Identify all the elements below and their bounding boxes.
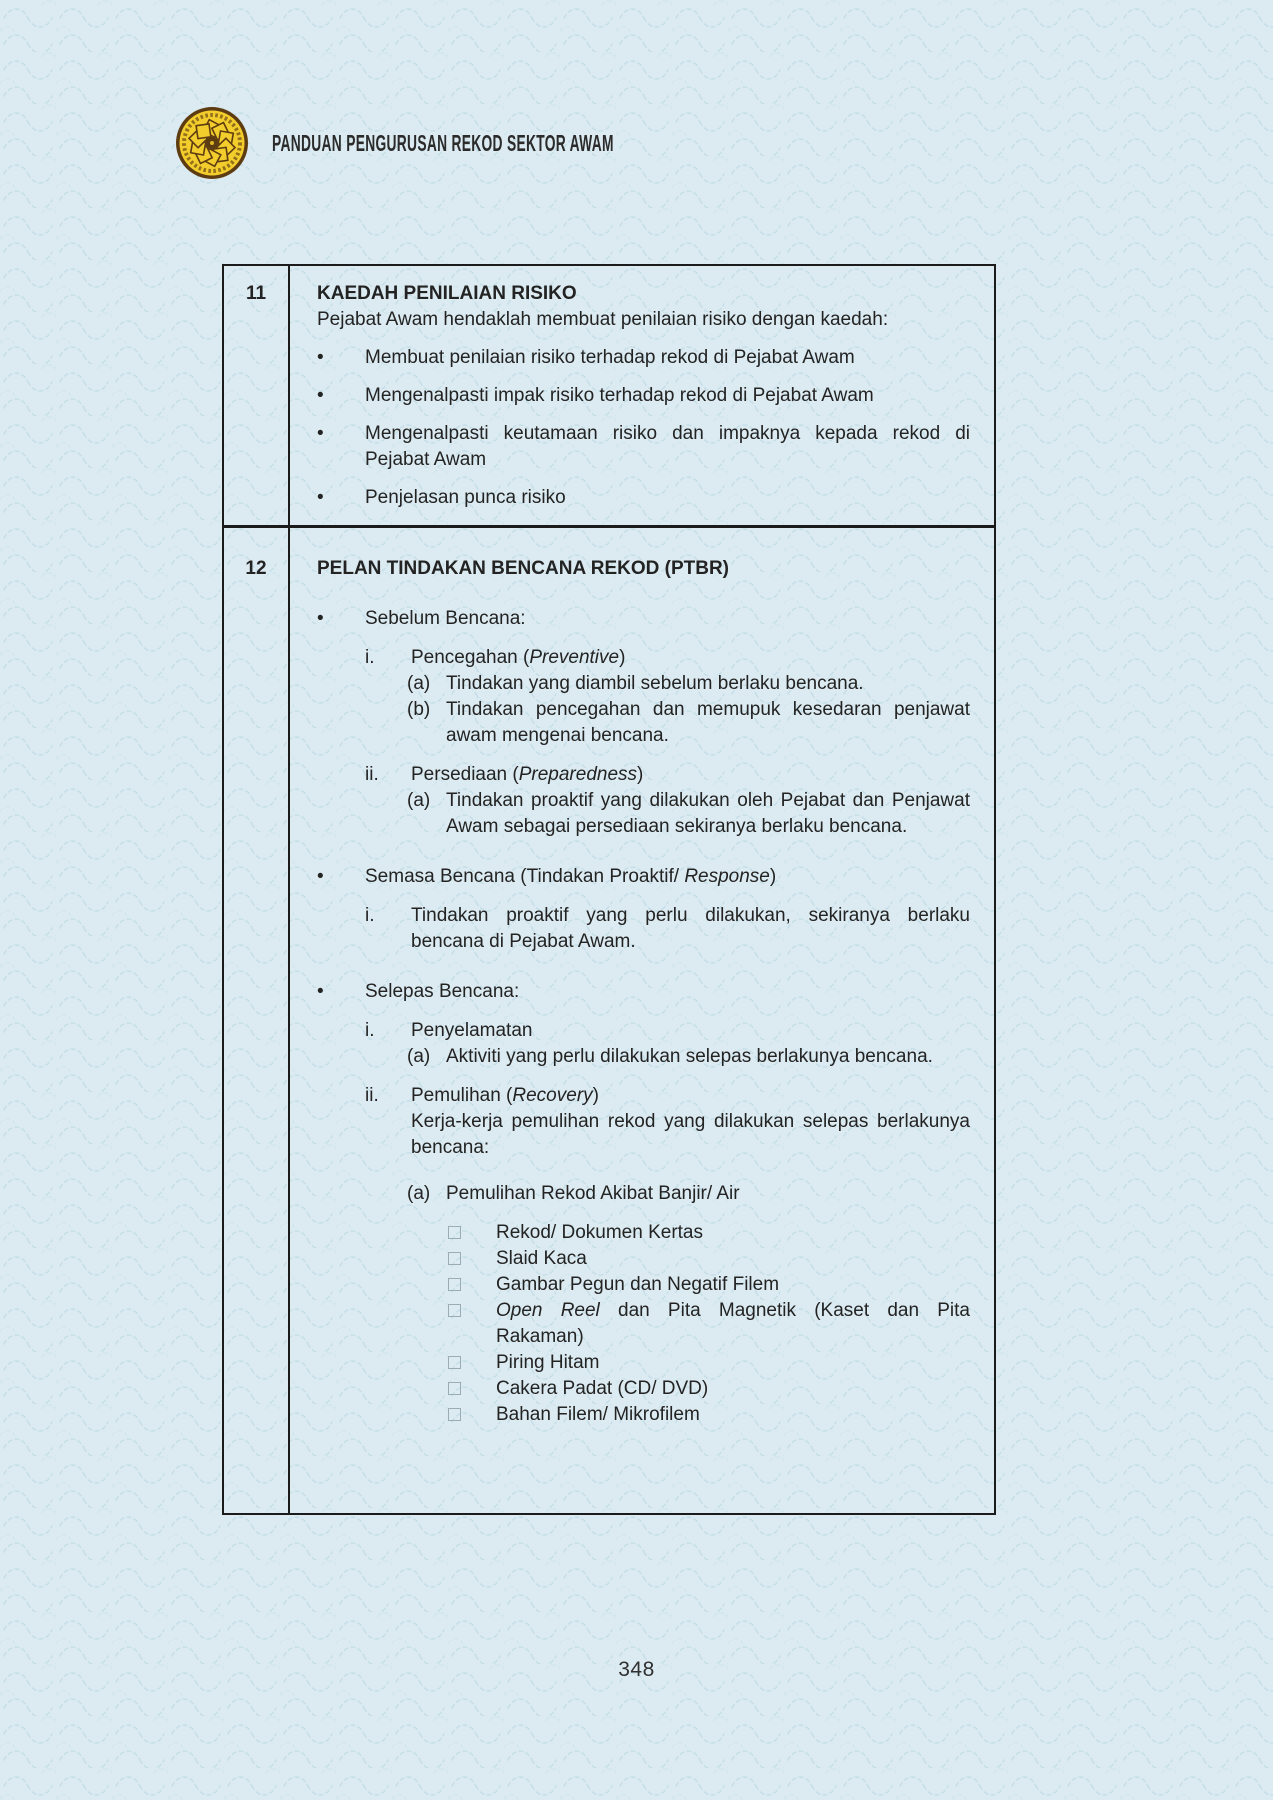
list-item [365, 1018, 970, 1070]
item-title: Pencegahan (Preventive) [411, 647, 626, 668]
item-heading [365, 645, 970, 671]
checkbox-icon [448, 1226, 461, 1239]
sub-item [407, 788, 970, 840]
bullet-item [317, 383, 970, 409]
checklist-item [448, 1220, 970, 1246]
checklist-label: Cakera Padat (CD/ DVD) [496, 1378, 709, 1399]
item-marker: i. [365, 905, 375, 926]
sub-text: Pemulihan Rekod Akibat Banjir/ Air [446, 1183, 740, 1204]
list-item [365, 1083, 970, 1428]
item-heading [365, 1018, 970, 1044]
bullet-text: Mengenalpasti keutamaan risiko dan impaknya kepada rekod di Pejabat Awam [365, 423, 970, 470]
sub-marker: (a) [407, 790, 431, 811]
sub-text: Tindakan yang diambil sebelum berlaku bencana. [446, 673, 864, 694]
bullet-label: Sebelum Bencana: [365, 608, 526, 629]
checklist-label: Slaid Kaca [496, 1248, 587, 1269]
checkbox-icon [448, 1408, 461, 1421]
checklist-item [448, 1246, 970, 1272]
bullet-text: Mengenalpasti impak risiko terhadap rekod di Pejabat Awam [365, 385, 874, 406]
bullet-marker: • [317, 866, 324, 887]
bullet-item [317, 421, 970, 473]
item-title: Tindakan proaktif yang perlu dilakukan, sekiranya berlaku bencana di Pejabat Awam. [411, 905, 970, 952]
bullet-item [317, 864, 970, 890]
checkbox-icon [448, 1252, 461, 1265]
item-body: Kerja-kerja pemulihan rekod yang dilakukan selepas berlakunya bencana: [411, 1111, 970, 1158]
item-marker: ii. [365, 764, 379, 785]
list-item [365, 903, 970, 955]
item-marker: i. [365, 1020, 375, 1041]
bullet-item [317, 485, 970, 511]
item-heading [365, 1083, 970, 1109]
bullet-item [317, 606, 970, 632]
row-number: 12 [224, 528, 290, 1513]
item-title: Persediaan (Preparedness) [411, 764, 644, 785]
checklist-item [448, 1272, 970, 1298]
item-title: Penyelamatan [411, 1020, 533, 1041]
item-marker: ii. [365, 1085, 379, 1106]
bullet-marker: • [317, 385, 324, 406]
item-marker: i. [365, 647, 375, 668]
checkbox-icon [448, 1304, 461, 1317]
checklist-label: Open Reel dan Pita Magnetik (Kaset dan Pita Rakaman) [496, 1300, 970, 1347]
sub-item [407, 1181, 970, 1207]
item-heading [365, 762, 970, 788]
list-item [365, 645, 970, 749]
table-row-12 [224, 528, 994, 1513]
header-title: PANDUAN PENGURUSAN REKOD SEKTOR AWAM [272, 130, 614, 156]
sub-item [407, 1044, 970, 1070]
item-heading [365, 903, 970, 955]
sub-item [407, 697, 970, 749]
bullet-label: Selepas Bencana: [365, 981, 520, 1002]
bullet-text: Penjelasan punca risiko [365, 487, 566, 508]
checklist-label: Bahan Filem/ Mikrofilem [496, 1404, 700, 1425]
checkbox-icon [448, 1382, 461, 1395]
checklist-item [448, 1350, 970, 1376]
sub-marker: (a) [407, 1183, 431, 1204]
page-number: 348 [618, 1658, 655, 1681]
bullet-marker: • [317, 608, 324, 629]
sub-text: Tindakan pencegahan dan memupuk kesedaran penjawat awam mengenai bencana. [446, 699, 970, 746]
table-row-11 [224, 266, 994, 528]
section-heading: KAEDAH PENILAIAN RISIKO [317, 283, 577, 304]
checklist-label: Piring Hitam [496, 1352, 600, 1373]
bullet-item [317, 345, 970, 371]
checklist-item [448, 1402, 970, 1428]
arkib-negara-logo-icon [175, 106, 249, 180]
checkbox-icon [448, 1278, 461, 1291]
checklist-label: Gambar Pegun dan Negatif Filem [496, 1274, 780, 1295]
section-intro: Pejabat Awam hendaklah membuat penilaian risiko dengan kaedah: [317, 309, 889, 330]
bullet-label: Semasa Bencana (Tindakan Proaktif/ Response) [365, 866, 777, 887]
bullet-marker: • [317, 347, 324, 368]
checklist-item [448, 1376, 970, 1402]
sub-marker: (a) [407, 673, 431, 694]
content-table [222, 264, 996, 1515]
row-number: 11 [224, 266, 290, 525]
bullet-marker: • [317, 423, 324, 444]
item-title: Pemulihan (Recovery) [411, 1085, 599, 1106]
sub-item [407, 671, 970, 697]
bullet-marker: • [317, 981, 324, 1002]
bullet-marker: • [317, 487, 324, 508]
media-checklist [448, 1220, 970, 1428]
sub-marker: (a) [407, 1046, 431, 1067]
sub-marker: (b) [407, 699, 431, 720]
checklist-item [448, 1298, 970, 1350]
bullet-text: Membuat penilaian risiko terhadap rekod di Pejabat Awam [365, 347, 855, 368]
section-heading: PELAN TINDAKAN BENCANA REKOD (PTBR) [317, 558, 730, 579]
list-item [365, 762, 970, 840]
sub-text: Tindakan proaktif yang dilakukan oleh Pejabat dan Penjawat Awam sebagai persediaan sekiranya berlaku bencana. [446, 790, 970, 837]
row-content [290, 528, 994, 1513]
checkbox-icon [448, 1356, 461, 1369]
bullet-item [317, 979, 970, 1005]
row-content [290, 266, 994, 525]
sub-text: Aktiviti yang perlu dilakukan selepas berlakunya bencana. [446, 1046, 933, 1067]
checklist-label: Rekod/ Dokumen Kertas [496, 1222, 703, 1243]
